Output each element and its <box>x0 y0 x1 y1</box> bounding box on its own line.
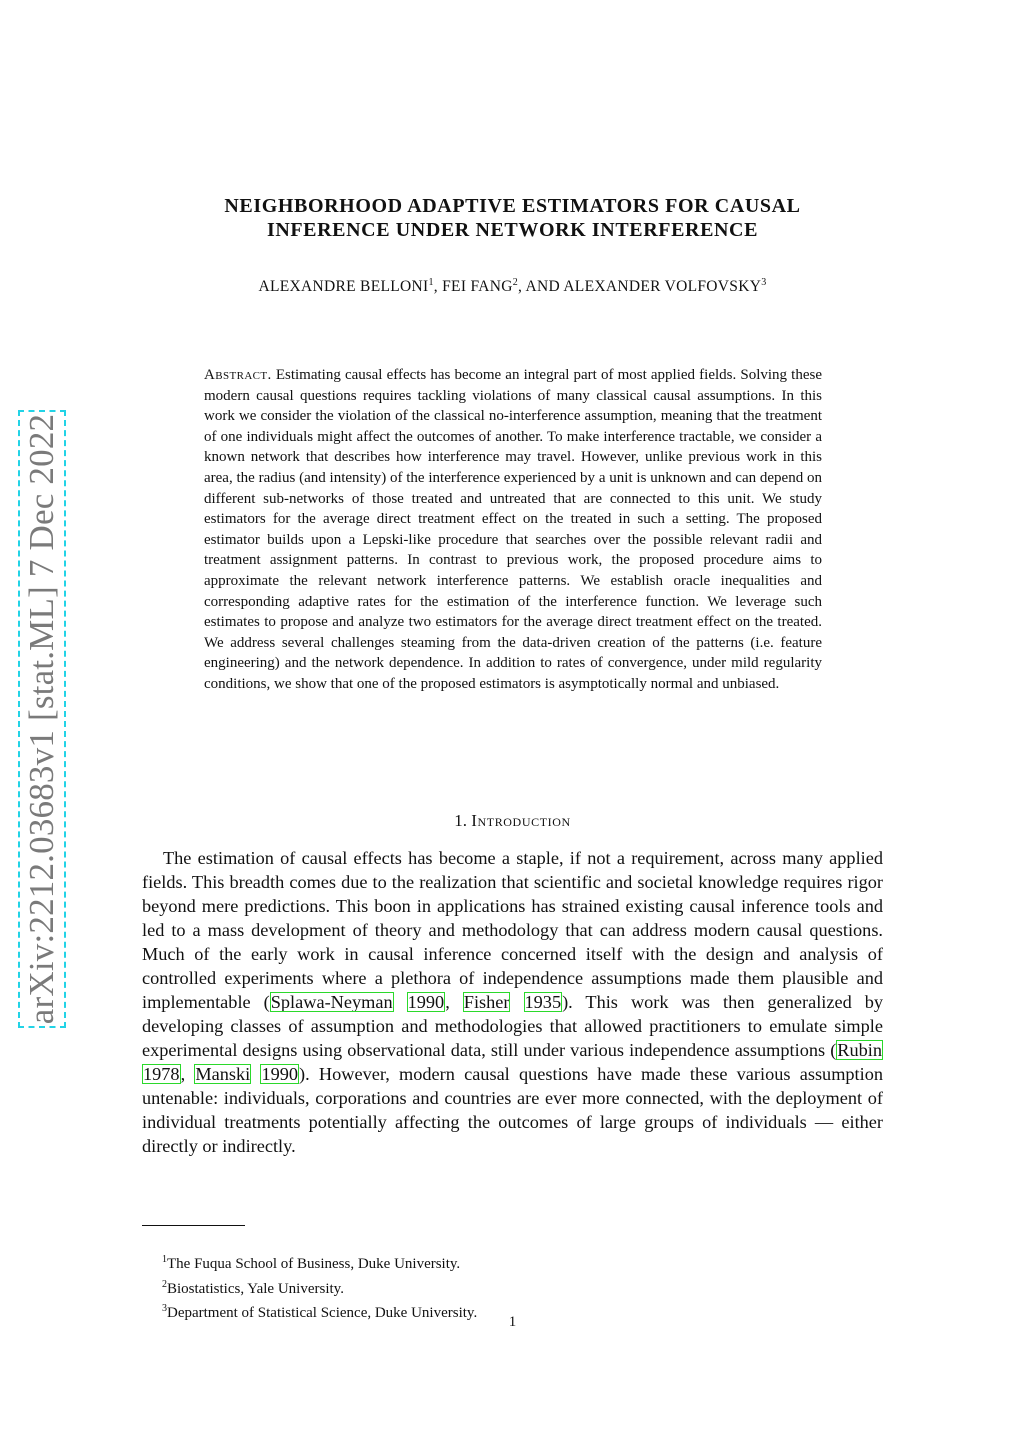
author-list <box>120 272 905 298</box>
footnote-text: Department of Statistical Science, Duke University. <box>167 1305 478 1321</box>
intro-text-part-1: The estimation of causal effects has become a staple, if not a requirement, across many applied fields. This breadth comes due to the realization that scientific and societal knowledge requires rigor beyond mere predictions. This boon in applications has strained existing causal inference tools and led to a mass development of theory and methodology that can address modern causal questions. Much of the early work in causal inference concerned itself with the design and analysis of controlled experiments where a plethora of independence assumptions made them plausible and implementable ( <box>142 848 883 1012</box>
author-name: ALEXANDRE BELLONI <box>258 278 429 296</box>
author-separator: , <box>433 278 443 296</box>
citation-link[interactable]: 1935 <box>524 992 562 1012</box>
section-number: 1. <box>454 811 467 830</box>
citation-link[interactable]: Fisher <box>463 992 510 1012</box>
title-line-1: NEIGHBORHOOD ADAPTIVE ESTIMATORS FOR CAUSAL <box>224 195 801 217</box>
arxiv-identifier-stamp[interactable] <box>18 410 66 1028</box>
author-name: FEI FANG <box>442 278 513 296</box>
section-heading-introduction <box>120 811 905 831</box>
author-affiliation-mark: 2 <box>512 277 519 288</box>
intro-text-part-3: ). However, modern causal questions have made these various assumption untenable: individuals, corporations and countries are ever more connected, with the deployment of individual treatments potentially affecting the outcomes of large groups of individuals — either directly or indirectly. <box>142 1064 884 1156</box>
paper-title <box>120 194 905 242</box>
footnote-text: Biostatistics, Yale University. <box>167 1280 344 1297</box>
abstract-text: Estimating causal effects has become an integral part of most applied fields. Solving these modern causal questions requires tackling violations of many classical causal assumptions. In this work we consider the violation of the classical no-interference assumption, meaning that the treatment of one individuals might affect the outcomes of another. To make interference tractable, we consider a known network that describes how interference may travel. However, unlike previous work in this area, the radius (and intensity) of the interference experienced by a unit is unknown and can depend on different sub-networks of those treated and untreated that are connected to this unit. We study estimators for the average direct treatment effect on the treated in such a setting. The proposed estimator builds upon a Lepski-like procedure that searches over the possible relevant radii and treatment assignment patterns. In contrast to previous work, the proposed procedure aims to approximate the relevant network interference patterns. We establish oracle inequalities and corresponding adaptive rates for the estimation of the interference function. We leverage such estimates to propose and analyze two estimators for the average direct treatment effect on the treated. We address several challenges steaming from the data-driven creation of the patterns (i.e. feature engineering) and the network dependence. In addition to rates of convergence, under mild regularity conditions, we show that one of the proposed estimators is asymptotically normal and unbiased. <box>204 367 823 692</box>
citation-separator: , <box>445 992 463 1012</box>
citation-link[interactable]: 1978 <box>143 1064 180 1084</box>
title-line-2: INFERENCE UNDER NETWORK INTERFERENCE <box>266 219 759 241</box>
page-number: 1 <box>508 1314 517 1330</box>
author-name: ALEXANDER VOLFOVSKY <box>563 278 762 296</box>
footnote-divider <box>142 1225 245 1226</box>
footnotes <box>162 1250 862 1324</box>
arxiv-identifier-text: arXiv:2212.03683v1 [stat.ML] 7 Dec 2022 <box>22 413 61 1025</box>
footnote-mark: 1 <box>162 1254 167 1265</box>
citation-link[interactable]: Rubin <box>837 1040 882 1060</box>
footnote-mark: 3 <box>162 1303 167 1314</box>
citation-link[interactable]: 1990 <box>407 992 445 1012</box>
footnote <box>162 1275 862 1300</box>
abstract-label: Abstract. <box>204 367 272 383</box>
introduction-paragraph <box>142 846 883 1158</box>
citation-link[interactable]: 1990 <box>261 1064 299 1084</box>
author-separator: , AND <box>518 278 564 296</box>
citation-separator: , <box>180 1064 195 1084</box>
abstract <box>204 365 822 695</box>
author-affiliation-mark: 3 <box>761 277 767 288</box>
author-affiliation-mark: 1 <box>428 277 434 288</box>
footnote-mark: 2 <box>162 1278 167 1290</box>
citation-link[interactable]: Splawa-Neyman <box>270 992 393 1012</box>
citation-link[interactable]: Manski <box>195 1064 251 1084</box>
section-title: Introduction <box>471 811 571 830</box>
footnote-text: The Fuqua School of Business, Duke University. <box>167 1256 461 1272</box>
intro-text-part-2: ). This work was then generalized by developing classes of assumption and methodologies that allowed practitioners to emulate simple experimental designs using observational data, still under various independence assumptions ( <box>142 992 884 1060</box>
footnote <box>162 1250 862 1275</box>
